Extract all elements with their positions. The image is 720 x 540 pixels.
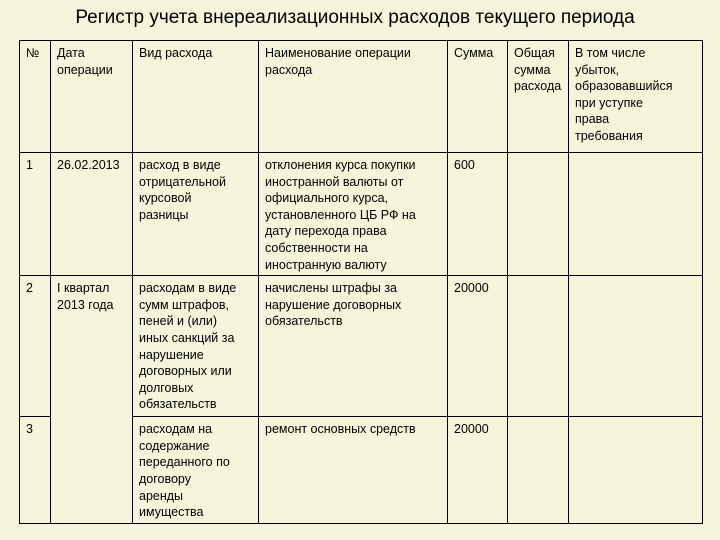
cell-sum: 600 (448, 153, 508, 276)
table-row (20, 276, 703, 417)
cell-number: 3 (20, 417, 51, 524)
header-expense-type: Вид расхода (133, 41, 259, 153)
cell-date: I квартал 2013 года (51, 276, 133, 417)
header-total-expense: Общая сумма расхода (508, 41, 569, 153)
cell-expense-type: расходам на содержание переданного по договору аренды имущества (133, 417, 259, 524)
header-sum: Сумма (448, 41, 508, 153)
header-operation-name: Наименование операции расхода (259, 41, 448, 153)
table-header-row (20, 41, 703, 153)
cell-sum: 20000 (448, 276, 508, 417)
cell-operation-name: ремонт основных средств (259, 417, 448, 524)
header-number: № (20, 41, 51, 153)
cell-date (51, 417, 133, 524)
cell-total-expense (508, 276, 569, 417)
cell-date: 26.02.2013 (51, 153, 133, 276)
cell-operation-name: начислены штрафы за нарушение договорных обязательств (259, 276, 448, 417)
cell-assignment-loss (569, 153, 703, 276)
cell-number: 2 (20, 276, 51, 417)
cell-total-expense (508, 417, 569, 524)
cell-assignment-loss (569, 417, 703, 524)
header-assignment-loss: В том числе убыток, образовавшийся при уступке права требования (569, 41, 703, 153)
cell-assignment-loss (569, 276, 703, 417)
cell-expense-type: расходам в виде сумм штрафов, пеней и (или) иных санкций за нарушение договорных или долговых обязательств (133, 276, 259, 417)
expense-register-table (19, 40, 703, 524)
table-row (20, 153, 703, 276)
cell-sum: 20000 (448, 417, 508, 524)
header-date: Дата операции (51, 41, 133, 153)
cell-operation-name: отклонения курса покупки иностранной валюты от официального курса, установленного ЦБ РФ на дату перехода права собственности на иностранную валюту (259, 153, 448, 276)
cell-number: 1 (20, 153, 51, 276)
cell-expense-type: расход в виде отрицательной курсовой разницы (133, 153, 259, 276)
page-title: Регистр учета внереализационных расходов текущего периода (75, 7, 635, 28)
table-row (20, 417, 703, 524)
cell-total-expense (508, 153, 569, 276)
